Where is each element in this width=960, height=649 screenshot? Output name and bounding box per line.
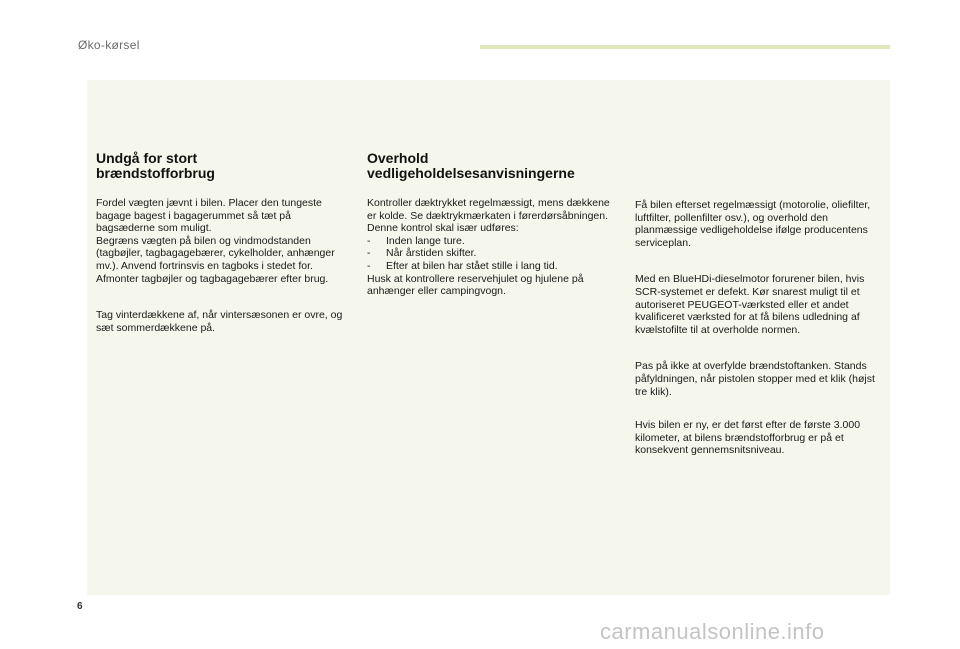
list-item	[367, 260, 617, 273]
column-maintenance	[367, 151, 617, 298]
paragraph-luggage: Fordel vægten jævnt i bilen. Placer den tungeste bagage bagest i bagagerummet så tæt på bagsæderne som muligt.	[96, 197, 322, 235]
header-accent-bar	[480, 45, 890, 49]
list-item-text: Når årstiden skifter.	[386, 247, 477, 260]
bullet-dash: -	[367, 247, 371, 260]
list-item-text: Efter at bilen har stået stille i lang tid.	[386, 259, 558, 272]
paragraph-fuel-tank: Pas på ikke at overfylde brændstoftanken. Stands påfyldningen, når pistolen stopper med et klik (højst tre klik).	[635, 360, 875, 398]
paragraph-check-when: Denne kontrol skal især udføres:	[367, 222, 519, 235]
paragraph-winter-tyres: Tag vinterdækkene af, når vintersæsonen er ovre, og sæt sommerdækkene på.	[96, 309, 343, 334]
paragraph-remove-roof-bars: Afmonter tagbøjler og tagbagagebærer efter brug.	[96, 272, 329, 285]
paragraph-spare-wheel: Husk at kontrollere reservehjulet og hjulene på anhænger eller campingvogn.	[367, 272, 584, 298]
bullet-dash: -	[367, 234, 371, 247]
list-item-text: Inden lange ture.	[386, 234, 465, 247]
list-item	[367, 247, 617, 260]
column-fuel-consumption	[96, 151, 346, 334]
paragraph-wind-resistance: Begræns vægten på bilen og vindmodstanden (tagbøjler, tagbagagebærer, cykelholder, anhænger mv.). Anvend fortrinsvis en tagboks i stedet for.	[96, 234, 335, 272]
page-number: 6	[77, 601, 83, 612]
paragraph-service-plan: Få bilen efterset regelmæssigt (motorolie, oliefilter, luftfilter, pollenfilter osv.), og overhold den planmæssige vedligeholdelse ifølge producentens serviceplan.	[635, 199, 871, 249]
paragraph-tyre-pressure: Kontroller dæktrykket regelmæssigt, mens dækkene er kolde. Se dæktrykmærkaten i førerdørsåbningen.	[367, 197, 610, 222]
check-list	[367, 235, 617, 273]
watermark-text: carmanualsonline.info	[600, 619, 825, 644]
heading-maintenance: Overhold vedligeholdelsesanvisningerne	[367, 150, 575, 181]
list-item	[367, 235, 617, 248]
section-title: Øko-kørsel	[78, 38, 140, 52]
paragraph-new-car: Hvis bilen er ny, er det først efter de første 3.000 kilometer, at bilens brændstofforbrug er på et konsekvent gennemsnitsniveau.	[635, 419, 861, 457]
column-service	[635, 199, 887, 457]
heading-fuel-consumption: Undgå for stort brændstofforbrug	[96, 150, 215, 181]
paragraph-scr-system: Med en BlueHDi-dieselmotor forurener bilen, hvis SCR-systemet er defekt. Kør snarest muligt til et autoriseret PEUGEOT-værksted eller et andet kvalificeret værksted for at få bilens udledning af kvælstofilte til at overholde normen.	[635, 273, 865, 336]
bullet-dash: -	[367, 259, 371, 272]
